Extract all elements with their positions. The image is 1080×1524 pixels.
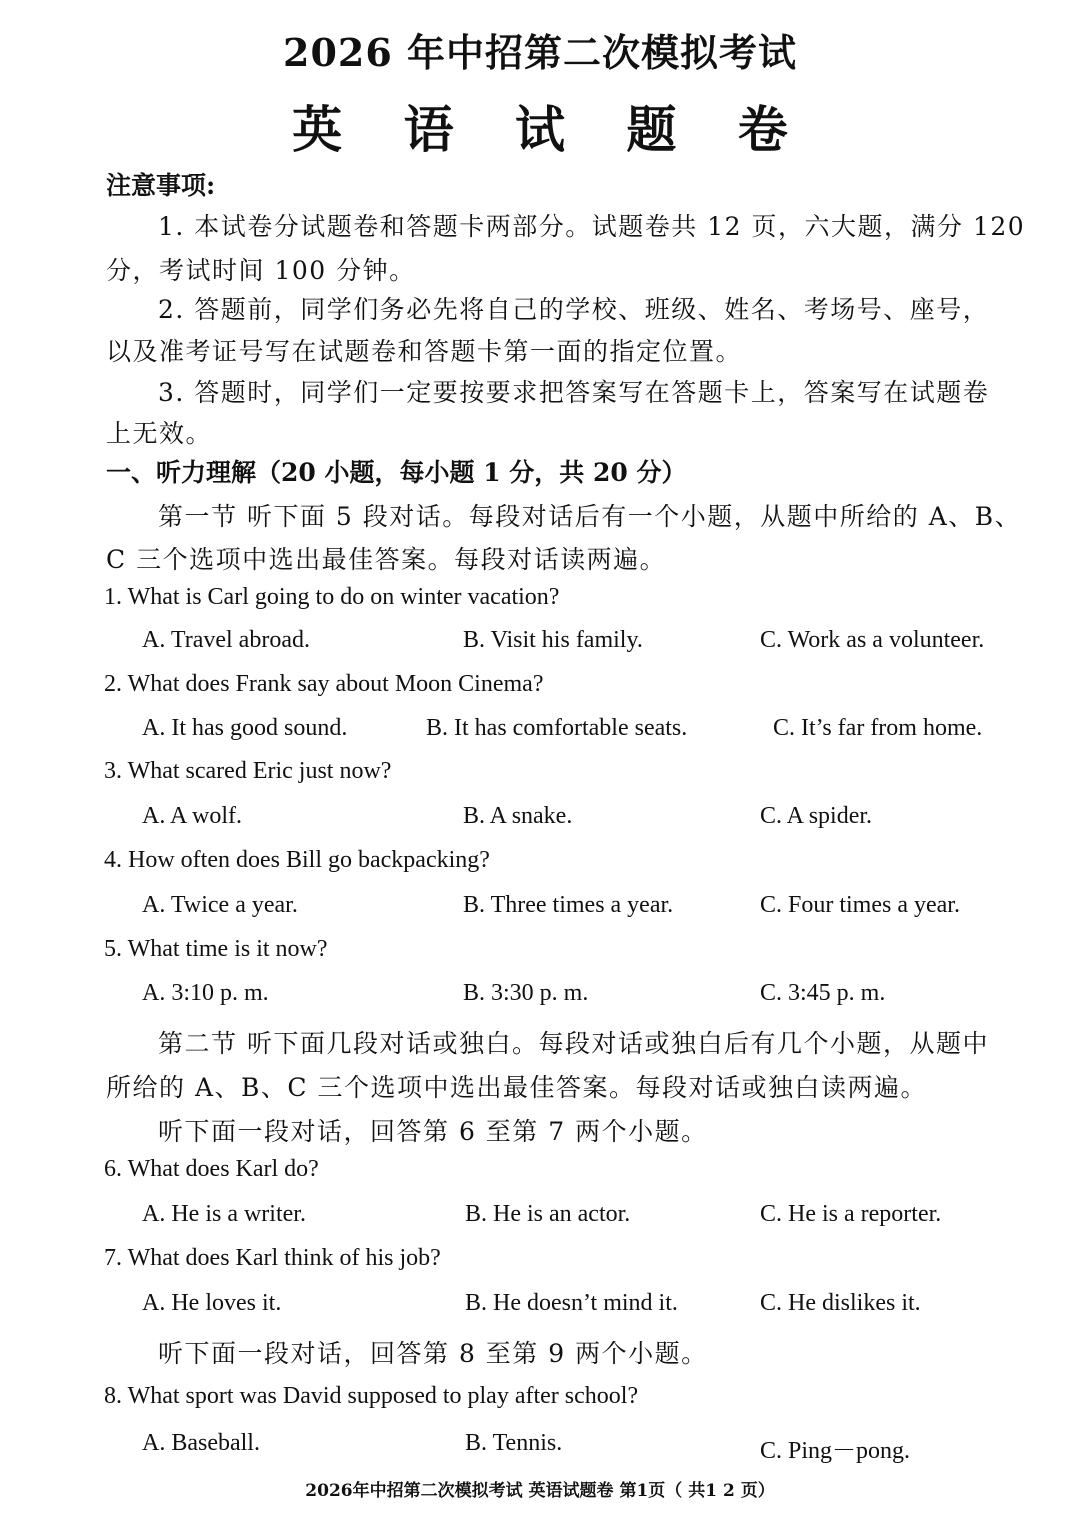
question-4: 4. How often does Bill go backpacking?	[104, 847, 490, 873]
question-1: 1. What is Carl going to do on winter vacation?	[104, 584, 560, 610]
option-a: A. Travel abroad.	[142, 627, 310, 653]
option-c: C. He is a reporter.	[760, 1201, 942, 1227]
note-line: 上无效。	[106, 419, 213, 448]
question-5: 5. What time is it now?	[104, 936, 328, 962]
option-b: B. He doesn’t mind it.	[465, 1290, 678, 1316]
question-3: 3. What scared Eric just now?	[104, 758, 392, 784]
subject-title: 英 语 试 题 卷	[292, 100, 810, 159]
option-c: C. He dislikes it.	[760, 1290, 921, 1316]
option-c: C. 3:45 p. m.	[760, 980, 886, 1006]
option-b: B. It has comfortable seats.	[426, 715, 688, 741]
note-line: 1. 本试卷分试题卷和答题卡两部分。试题卷共 12 页，六大题，满分 120	[158, 212, 1026, 241]
option-b: B. 3:30 p. m.	[463, 980, 589, 1006]
option-a: A. A wolf.	[142, 803, 243, 829]
section-heading: 一、听力理解（20 小题，每小题 1 分，共 20 分）	[106, 458, 687, 487]
option-b: B. A snake.	[463, 803, 573, 829]
note-line: 以及准考证号写在试题卷和答题卡第一面的指定位置。	[106, 337, 743, 366]
notes-heading: 注意事项:	[106, 171, 216, 200]
part-instruction: C 三个选项中选出最佳答案。每段对话读两遍。	[106, 545, 667, 574]
question-6: 6. What does Karl do?	[104, 1156, 319, 1182]
option-b: B. Visit his family.	[463, 627, 643, 653]
note-line: 3. 答题时，同学们一定要按要求把答案写在答题卡上，答案写在试题卷	[158, 378, 990, 407]
option-c: C. Ping－pong.	[760, 1438, 911, 1464]
option-a: A. Baseball.	[142, 1430, 260, 1456]
option-c: C. Work as a volunteer.	[760, 627, 985, 653]
option-c: C. Four times a year.	[760, 892, 960, 918]
option-a: A. He is a writer.	[142, 1201, 306, 1227]
part-instruction: 所给的 A、B、C 三个选项中选出最佳答案。每段对话或独白读两遍。	[106, 1073, 927, 1102]
exam-title: 2026 年中招第二次模拟考试	[283, 30, 797, 75]
part-instruction: 第二节 听下面几段对话或独白。每段对话或独白后有几个小题，从题中	[158, 1029, 989, 1058]
part-instruction: 第一节 听下面 5 段对话。每段对话后有一个小题，从题中所给的 A、B、	[158, 502, 1022, 531]
option-a: A. 3:10 p. m.	[142, 980, 269, 1006]
note-line: 2. 答题前，同学们务必先将自己的学校、班级、姓名、考场号、座号，	[158, 295, 990, 324]
option-a: A. It has good sound.	[142, 715, 348, 741]
option-a: A. He loves it.	[142, 1290, 282, 1316]
group-instruction: 听下面一段对话，回答第 8 至第 9 两个小题。	[158, 1339, 708, 1368]
option-a: A. Twice a year.	[142, 892, 298, 918]
option-b: B. Tennis.	[465, 1430, 563, 1456]
group-instruction: 听下面一段对话，回答第 6 至第 7 两个小题。	[158, 1117, 708, 1146]
note-line: 分，考试时间 100 分钟。	[106, 256, 416, 285]
option-c: C. It’s far from home.	[773, 715, 983, 741]
question-7: 7. What does Karl think of his job?	[104, 1245, 441, 1271]
option-b: B. Three times a year.	[463, 892, 674, 918]
option-c: C. A spider.	[760, 803, 873, 829]
page-footer: 2026年中招第二次模拟考试 英语试题卷 第1页（ 共1 2 页）	[305, 1481, 775, 1501]
question-8: 8. What sport was David supposed to play after school?	[104, 1383, 639, 1409]
question-2: 2. What does Frank say about Moon Cinema?	[104, 671, 544, 697]
option-b: B. He is an actor.	[465, 1201, 631, 1227]
